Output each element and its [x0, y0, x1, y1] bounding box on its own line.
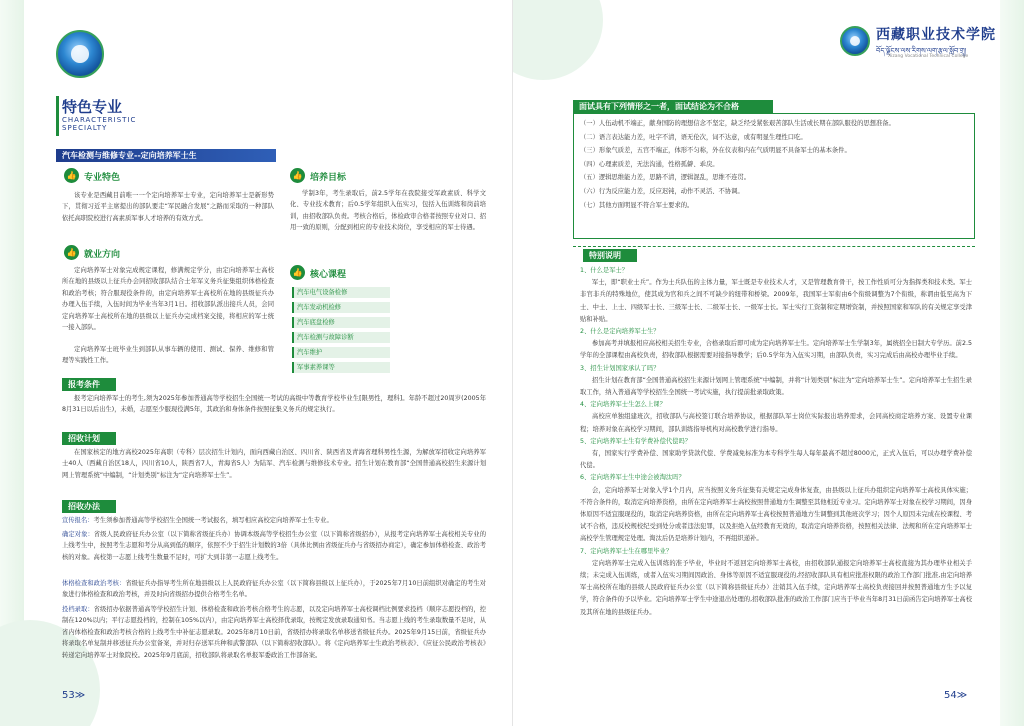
faq-question: 6、定向培养军士生中途会被淘汰吗？	[580, 474, 685, 482]
thumb-icon: 👍	[290, 265, 305, 280]
faq-answer: 军士，即“职业士兵”。作为士兵队伍的主体力量，军士既是专业技术人才，又是管理教育骨干，按工作性质可分为指挥类和技术类。军士非官非兵的特殊地位，使其成为官和兵之间不可缺少的纽带和桥梁。2009年，我国军士军衔由6个衔级调整为7个衔级，称谓由低至高为下士、中士、上士、四级军士长、三级军士长、二级军士长、一级军士长。军士实行工资制和定期增资制，并按照国家和军队的有关规定享受津贴和补贴。	[580, 279, 972, 323]
list-item: （一）人伍动机不端正，献身国防的理想信念不坚定，缺乏经受紧张艰苦部队生活或长期在部队服役的思想准备。	[580, 120, 895, 127]
section-text: 学制3年，考生录取后，前2.5学年在我院接受军政素质、科学文化、专业技术教育；后0.5学年组织入伍实习，包括入伍训练和岗前培训，由招收部队负责。考核合格后，体检政审合格者按照专业对口、招用一致的原则，分配到相应的专业技术岗位，享受相应的军士待遇。	[290, 190, 486, 232]
section-bar: 特别说明	[583, 249, 637, 262]
course-item: 汽车发动机检修	[292, 302, 390, 313]
faq-answer: 有，国家实行学费补偿、国家助学贷款代偿、学费减免标准为本专科学生每人每年最高不超过8000元，正式入伍后，可以办理学费补偿代偿。	[580, 450, 972, 470]
thumb-icon: 👍	[64, 168, 79, 183]
list-item: （四）心理素质差，无法沟通，性格孤僻、乖戾。	[580, 160, 719, 168]
list-item: （五）逻辑思维能力差，思路不清，逻辑混乱，思维不连贯。	[580, 174, 751, 182]
faq-answer: 定向培养军士完成入伍训练的准予毕业，毕业时不返回定向培养军士高校，由招收部队通报定向培养军士高校直接为其办理毕业相关手续；未完成入伍训练，或者入伍实习期间因政治、身体等原因不适宜服现役的,经招收部队具有相应批准权限的政治工作部门批准,由定向培养军士高校所在地的县级人民政府征兵办公室（以下简称县级征兵办）注销其入伍手续，定向培养军士高校负责接回并按照普通地方生予以复学，符合条件的予以毕业。定向培养军士学生中途退出处理的,招收部队批准的政治工作部门应当于毕业当年8月31日前函告定向培养军士高校及其所在地的县级征兵办。	[580, 559, 972, 616]
course-item: 汽车电气设备检修	[292, 287, 390, 298]
section-text: 体格检查和政治考核：省级征兵办指导考生所在地县级以上人民政府征兵办公室（以下简称县级以上征兵办），于2025年7月10日前组织对确定的考生对象进行体格检查和政治考核，并及时向省级招办提供合格考生名单。	[62, 580, 486, 599]
divider	[573, 246, 975, 247]
section-text: 宣传报名：考生须参加普通高等学校招生全国统一考试报名，填写相应高校定向培养军士生专业。	[62, 517, 333, 524]
page-number: 54≫	[944, 690, 968, 701]
faq-answer: 招生计划在教育部“全国普通高校招生来源计划网上管理系统”中编制，并将“计划类别”标注为“定向培养军士生”。定向培养军士生招生录取工作，纳入普通高等学校招生全国统一考试实施，执行提前批录取政策。	[580, 376, 972, 397]
section-bar: 面试具有下列情形之一者，面试结论为不合格	[573, 100, 773, 113]
faq-question: 3、招生计划国家承认了吗？	[580, 364, 660, 372]
faq-answer: 参加高考并填报相应高校相关招生专业，合格录取后即可成为定向培养军士生。定向培养军士生学制3年，属统招全日制大专学历。前2.5学年的全部课程由高校负责，招收部队根据需要对接指导教学；后0.5学年为入伍实习期，由部队负责，实习完成后由高校办理毕业手续。	[580, 340, 972, 360]
section-title: 专业特色	[84, 173, 121, 183]
section-title: 就业方向	[84, 250, 121, 260]
list-item: （二）语言表达能力差，吐字不清，语无伦次，词不达意，或有明显生理性口吃。	[580, 133, 807, 141]
section-text: 投档录取：省级招办依据普通高等学校招生计划、体格检查和政治考核合格考生的志愿，以及定向培养军士高校调档比例要求投档（顺序志愿投档的，控制在120%以内；平行志愿投档的，控制在105%以内），由定向培养军士高校择优录取，按规定发放录取通知书。当志愿上线的考生录取数量不足时，从省内体格检查和政治考核合格的上线考生中补征志愿录取。2025年8月10日前，省级招办将录取名单移送省级征兵办。2025年9月15日前，省级征兵办将录取名单复制并移送征兵办公室备案，并对归存送军兵种和武警部队（以下简称招收部队）。将《定向培养军士生政治考核表》、《应征公民政治考核表》转递定向培养军士对象院校。2025年9月底前，招收部队将录取名单报军委政治工作部备案。	[62, 606, 486, 659]
page-stripe	[0, 0, 24, 726]
list-item: （三）形象气质差，五官不端正，体形不匀称，外在仪表和内在气质明显不具备军士的基本条件。	[580, 147, 851, 155]
section-text: 定向培养军士班毕业生到部队从事车辆的使用、测试、保养、维修和管理等实践性工作。	[62, 346, 274, 365]
list-item: （六）行为反应能力差，反应迟钝，动作不灵活、不协调。	[580, 187, 744, 195]
section-bar: 报考条件	[62, 378, 116, 391]
faq-answer: 会，定向培养军士对象入学1个月内，应当按照义务兵征集有关规定完成身体复查，由县级以上征兵办组织定向培养军士高校具体实施；不符合条件的，取消定向培养资格，由所在定向培养军士高校按照普通地方生调整至其他相近专业习。定向培养军士对象在校学习期间，因身体原因不适宜服现役的，取消定向培养资格，由所在定向培养军士高校按照普通地方生调整到其他班次学习；因个人原因未完成在校课程、考试不合格，违反校规校纪受到处分或者违法犯罪，以及拒绝入伍经教育无效的，取消定向培养资格，按照相关法律、法规和所在定向培养军士高校学生管理规定处理。淘汰后仍是培养计划内，不再组织递补。	[580, 486, 972, 543]
thumb-icon: 👍	[290, 168, 305, 183]
section-bar: 招收计划	[62, 432, 116, 445]
faq-question: 7、定向培养军士生在哪里毕业？	[580, 547, 673, 555]
section-text: 在国家核定的地方高校2025年高职（专科）层次招生计划内，面向西藏自治区、四川省、陕西省及青海省理科男性生源，为解放军招收定向培养军士40人（西藏自治区18人，四川省10人，陕西省7人，青海省5人）为陆军、汽车检测与维修技术专业。招生计划在教育部“全国普通高校招生来源计划网上管理系统”中编制，“计划类别”标注为“定向培养军士生”。	[62, 449, 486, 479]
title-accent	[56, 96, 59, 136]
section-text: 定向培养军士对象完成规定课程，修满规定学分，由定向培养军士高校所在地的县级以上征兵办会同招收部队结合士年军义务兵征集组织体格检查和政治考核；符合服现役条件的，由定向培养军士高校所在地的县级征兵办办理入伍手续，入伍时间为毕业当年3月1日。招收部队派出接兵人员，会同定向培养军士高校所在地的县级以上征兵办完成档案交接，将相应的军士统一接入部队。	[62, 267, 274, 332]
course-item: 汽车检测与故障诊断	[292, 332, 390, 343]
page-title-en: CHARACTERISTIC SPECIALTY	[62, 116, 137, 132]
course-item: 汽车底盘检修	[292, 317, 390, 328]
faq-question: 4、定向培养军士生怎么上课？	[580, 401, 666, 409]
page-number: 53≫	[62, 690, 86, 701]
section-text: 该专业是西藏目前唯一一个定向培养军士专业，定向培养军士是新形势下，贯彻习近平主席提出的部队要走“军民融合发展”之路而采取的一种部队依托高职院校进行高素质军事人才培养的有效方式。	[62, 192, 274, 222]
unqualified-list	[580, 117, 970, 235]
college-name-en: Xizang Vocational Technical College	[888, 54, 969, 59]
thumb-icon: 👍	[64, 245, 79, 260]
list-item: （七）其他方面明显不符合军士要求的。	[580, 201, 694, 209]
decoration	[512, 0, 603, 80]
section-title: 核心课程	[310, 270, 347, 280]
course-item: 汽车维护	[292, 347, 390, 358]
college-logo-icon	[56, 30, 104, 78]
course-item: 军事素养课等	[292, 362, 390, 373]
faq-list	[580, 265, 972, 683]
college-name: 西藏职业技术学院	[876, 27, 996, 43]
college-logo-icon	[840, 26, 870, 56]
faq-question: 1、什么是军士？	[580, 267, 629, 274]
section-text: 确定对象：省级人民政府征兵办公室（以下简称省级征兵办）协调本级高等学校招生办公室（以下简称省级招办），从报考定向培养军士高校相关专业的上线考生中，按照考生志愿和考分从高到低的顺序，依照不少于招生计划数的3倍（具体比例由省级征兵办与省级招办商定），确定参加体格检查、政治考核的对象。高校第一志愿上线考生数量不足时，可扩大到非第一志愿上线考生。	[62, 531, 486, 561]
page-stripe	[1000, 0, 1024, 726]
page-title: 特色专业	[62, 98, 123, 116]
college-name-tibetan: བོད་ལྗོངས་ལས་རིགས་ལག་རྩལ་སློབ་གྲྭ།	[876, 47, 967, 55]
major-bar: 汽车检测与维修专业--定向培养军士生	[56, 149, 276, 162]
section-bar: 招收办法	[62, 500, 116, 513]
section-text: 报考定向培养军士的考生,须为2025年参加普通高等学校招生全国统一考试的高级中等教育学校毕业生[限男性，理科]。年龄不超过20周岁(2005年8月31日以后出生)，未婚，志愿至少服现役满5年，其政治和身体条件按照征集义务兵的规定执行。	[62, 395, 486, 414]
faq-question: 2、什么是定向培养军士生？	[580, 328, 660, 336]
faq-question: 5、定向培养军士生有学费补偿代偿吗？	[580, 437, 692, 445]
faq-answer: 高校应单独组建班次，招收部队与高校签订联合培养协议，根据部队军士岗位实际报出培养需求，会同高校商定培养方案、设置专业课程；培养对象在高校学习期间，部队训练指导机构对高校教学进行指导。	[580, 413, 972, 433]
section-title: 培养目标	[310, 173, 347, 183]
